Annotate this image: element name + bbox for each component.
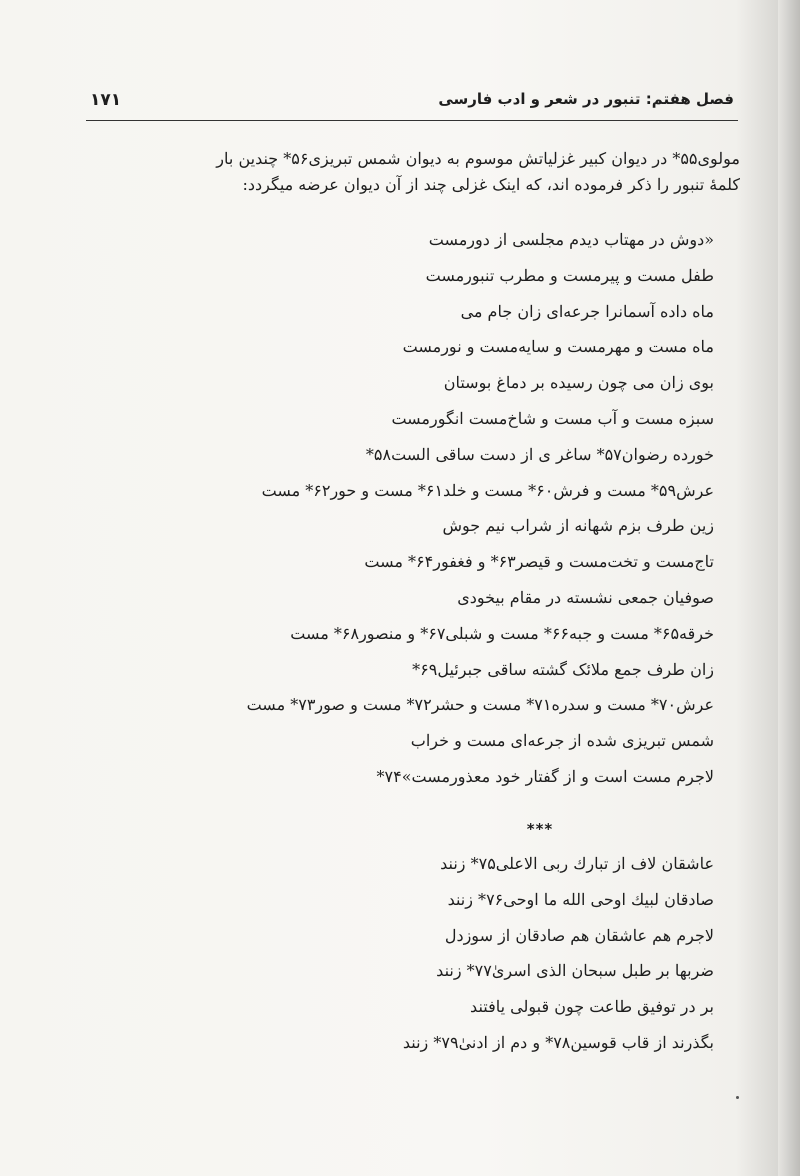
page-number: ۱۷۱	[90, 90, 122, 110]
intro-line: کلمهٔ تنبور را ذکر فرموده اند، که اینک غزلی چند از آن دیوان عرضه میگردد:	[242, 175, 740, 194]
page-header	[86, 88, 738, 116]
scan-speck	[736, 1096, 739, 1099]
verse-line: تاج‌مست و تخت‌مست و قیصر۶۳* و فغفور۶۴* مست	[364, 552, 714, 572]
verse-line: ماه مست و مهرمست و سایه‌مست و نورمست	[402, 337, 714, 357]
verse-line: بر در توفیق طاعت چون قبولی یافتند	[470, 997, 714, 1017]
verse-line: سبزه مست و آب مست و شاخ‌مست انگورمست	[391, 408, 714, 428]
verse-line: صادقان لبیك اوحی الله ما اوحی۷۶* زنند	[447, 889, 714, 909]
verse-line: لاجرم هم عاشقان هم صادقان از سوزدل	[444, 925, 714, 945]
page-edge-shadow	[778, 0, 800, 1176]
verse-line: بوی زان می چون رسیده بر دماغ بوستان	[443, 373, 714, 393]
running-title: فصل هفتم: تنبور در شعر و ادب فارسی	[438, 90, 734, 108]
ghazal-2	[194, 846, 714, 1061]
verse-line: بگذرند از قاب قوسین۷۸* و دم از ادنیٰ۷۹* زنند	[402, 1032, 714, 1052]
ghazal-1	[194, 222, 714, 795]
verse-line: عرش۷۰* مست و سدره۷۱* مست و حشر۷۲* مست و صور۷۳* مست	[246, 695, 714, 715]
verse-line: طفل مست و پیرمست و مطرب تنبورمست	[425, 265, 714, 285]
verse-line: لاجرم مست است و از گفتار خود معذورمست»۷۴*	[376, 766, 714, 786]
verse-line: خورده رضوان۵۷* ساغر ی از دست ساقی الست۵۸*	[365, 444, 714, 464]
intro-line: مولوی۵۵* در دیوان کبیر غزلیاتش موسوم به دیوان شمس تبریزی۵۶* چندین بار	[216, 149, 740, 168]
verse-line: ماه داده آسمانرا جرعه‌ای زان جام می	[460, 301, 714, 321]
verse-line: خرقه۶۵* مست و جبه۶۶* مست و شبلی۶۷* و منصور۶۸* مست	[290, 623, 714, 643]
section-separator: ***	[526, 820, 554, 838]
verse-line: عرش۵۹* مست و فرش۶۰* مست و خلد۶۱* مست و حور۶۲* مست	[261, 480, 714, 500]
verse-line: ضربها بر طبل سبحان الذی اسریٰ۷۷* زنند	[436, 961, 714, 981]
verse-line: عاشقان لاف از تبارك ربی الاعلی۷۵* زنند	[440, 854, 714, 873]
verse-line: زین طرف بزم شهانه از شراب نیم جوش	[442, 516, 714, 536]
verse-line: صوفیان جمعی نشسته در مقام بیخودی	[457, 587, 714, 607]
verse-line: «دوش در مهتاب دیدم مجلسی از دورمست	[428, 230, 714, 249]
verse-line: زان طرف جمع ملائک گشته ساقی جبرئیل۶۹*	[412, 659, 714, 679]
intro-paragraph	[80, 146, 740, 198]
header-rule	[86, 120, 738, 121]
verse-line: شمس تبریزی شده از جرعه‌ای مست و خراب	[410, 731, 714, 751]
